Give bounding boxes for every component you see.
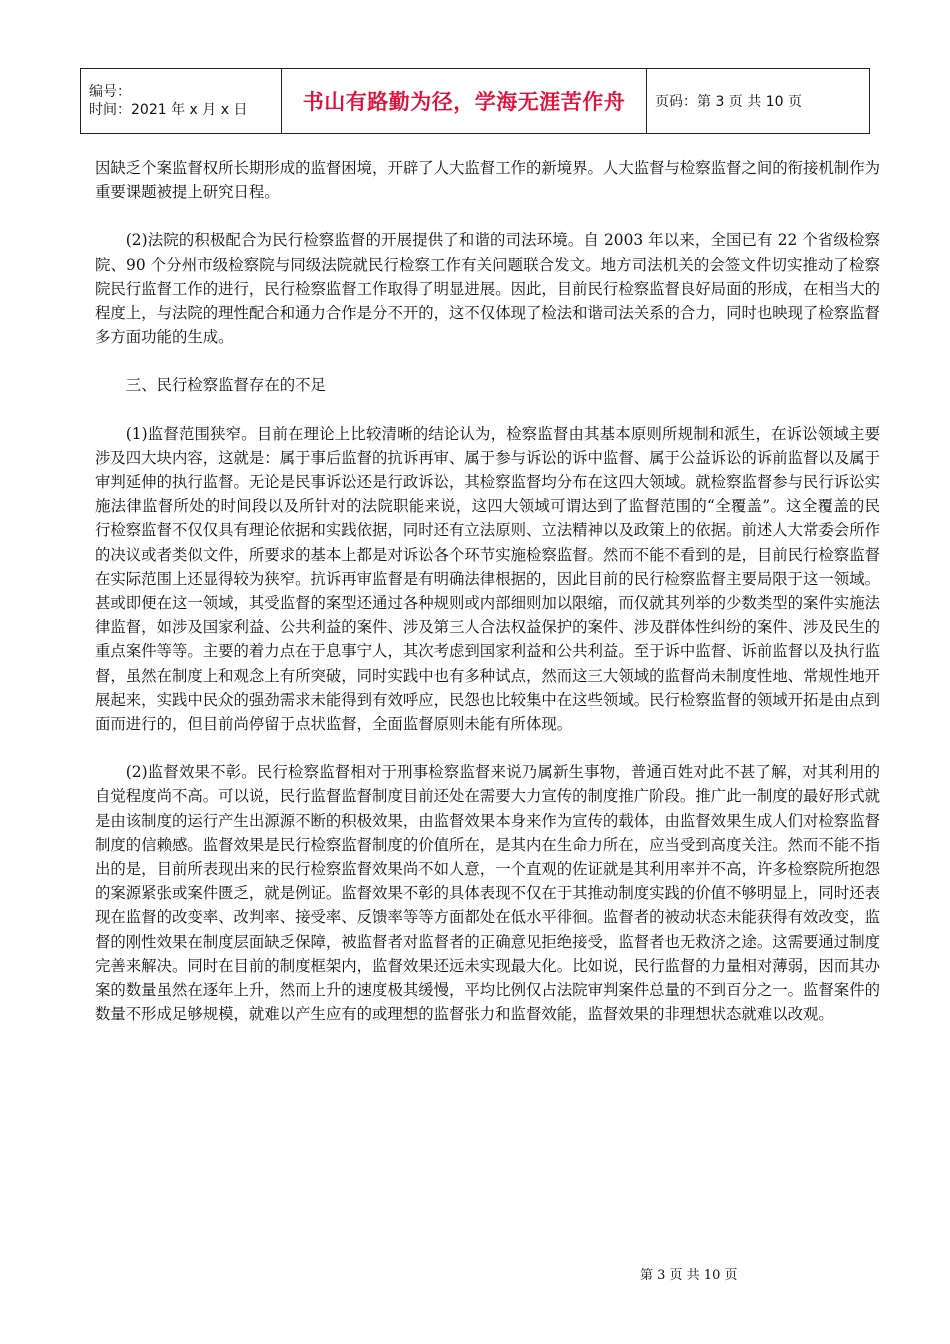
paragraph-narrow-scope: (1)监督范围狭窄。目前在理论上比较清晰的结论认为，检察监督由其基本原则所规制和派生，在诉讼领域主要涉及四大块内容，这就是：属于事后监督的抗诉再审、属于参与诉讼的诉中监督、属于公益诉讼的诉前监督以及属于审判延伸的执行监督。无论是民事诉讼还是行政诉讼，其检察监督均分布在这四大领域。就检察监督参与民行诉讼实施法律监督所处的时间段以及所针对的法院职能来说，这四大领域可谓达到了监督范围的“全覆盖”。这全覆盖的民行检察监督不仅仅具有理论依据和实践依据，同时还有立法原则、立法精神以及政策上的依据。前述人大常委会所作的决议或者类似文件，所要求的基本上都是对诉讼各个环节实施检察监督。然而不能不看到的是，目前民行检察监督在实际范围上还显得较为狭窄。抗诉再审监督是有明确法律根据的，因此目前的民行检察监督主要局限于这一领域。甚或即便在这一领域，其受监督的案型还通过各种规则或内部细则加以限缩，而仅就其列举的少数类型的案件实施法律监督，如涉及国家利益、公共利益的案件、涉及第三人合法权益保护的案件、涉及群体性纠纷的案件、涉及民生的重点案件等等。主要的着力点在于息事宁人，其次考虑到国家利益和公共利益。至于诉中监督、诉前监督以及执行监督，虽然在制度上和观念上有所突破，同时实践中也有多种试点，然而这三大领域的监督尚未制度性地、常规性地开展起来，实践中民众的强劲需求未能得到有效呼应，民怨也比较集中在这些领域。民行检察监督的领域开拓是由点到面而进行的，但目前尚停留于点状监督，全面监督原则未能有所体现。 — [95, 424, 880, 734]
header-motto: 书山有路勤为径，学海无涯苦作舟 — [302, 90, 626, 114]
paragraph-continuation: 因缺乏个案监督权所长期形成的监督困境，开辟了人大监督工作的新境界。人大监督与检察监督之间的衔接机制作为重要课题被提上研究日程。 — [95, 159, 880, 202]
paragraph-weak-effect: (2)监督效果不彰。民行检察监督相对于刑事检察监督来说乃属新生事物，普通百姓对此不甚了解，对其利用的自觉程度尚不高。可以说，民行监督监督制度目前还处在需要大力宣传的制度推广阶段。推广此一制度的最好形式就是由该制度的运行产生出源源不断的积极效果，由监督效果本身来作为宣传的载体，由监督效果生成人们对检察监督制度的信赖感。监督效果是民行检察监督制度的价值所在，是其内在生命力所在，应当受到高度关注。然而不能不指出的是，目前所表现出来的民行检察监督效果尚不如人意，一个直观的佐证就是其利用率并不高，许多检察院所抱怨的案源紧张或案件匮乏，就是例证。监督效果不彰的具体表现不仅在于其推动制度实践的价值不够明显上，同时还表现在监督的改变率、改判率、接受率、反馈率等等方面都处在低水平徘徊。监督者的被动状态未能获得有效改变，监督的刚性效果在制度层面缺乏保障，被监督者对监督者的正确意见拒绝接受，监督者也无救济之途。这需要通过制度完善来解决。同时在目前的制度框架内，监督效果还远未实现最大化。比如说，民行监督的力量相对薄弱，因而其办案的数量虽然在逐年上升，然而上升的速度极其缓慢，平均比例仅占法院审判案件总量的不到百分之一。监督案件的数量不形成足够规模，就难以产生应有的或理想的监督张力和监督效能，监督效果的非理想状态就难以改观。 — [95, 763, 880, 1024]
header-left-cell — [81, 69, 282, 134]
document-body — [95, 156, 880, 1027]
header-motto-cell — [282, 69, 647, 134]
header-page-info: 页码：第 3 页 共 10 页 — [647, 69, 870, 134]
paragraph-court-cooperation: (2)法院的积极配合为民行检察监督的开展提供了和谐的司法环境。自 2003 年以来，全国已有 22 个省级检察院、90 个分州市级检察院与同级法院就民行检察工作有关问题联合发文。地方司法机关的会签文件切实推动了检察院民行监督工作的进行，民行检察监督工作取得了明显进展。因此，目前民行检察监督良好局面的形成，在相当大的程度上，与法院的理性配合和通力合作是分不开的，这不仅体现了检法和谐司法关系的合力，同时也映现了检察监督多方面功能的生成。 — [95, 231, 880, 347]
page-footer: 第 3 页 共 10 页 — [640, 1268, 738, 1283]
document-header — [80, 68, 870, 134]
document-date: 时间：2021 年 x 月 x 日 — [89, 102, 248, 118]
document-number-label: 编号： — [89, 84, 131, 100]
section-heading: 三、民行检察监督存在的不足 — [125, 376, 326, 395]
